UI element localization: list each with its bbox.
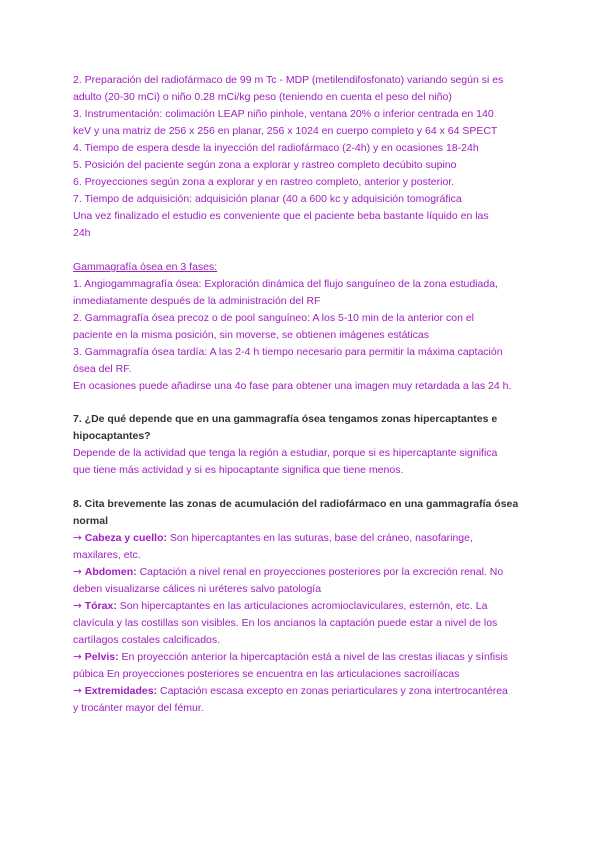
list-item-abdomen	[73, 564, 503, 581]
text-line: deben visualizarse cálices ni uréteres salvo patología	[73, 583, 322, 595]
arrow-right-icon: →	[73, 600, 82, 612]
question-8-title: 8. Cita brevemente las zonas de acumulación del radiofármaco en una gammagrafía ósea	[73, 498, 519, 510]
section-heading: Gammagrafía ósea en 3 fases:	[73, 261, 218, 273]
item-text: Captación a nivel renal en proyecciones posteriores por la excreción renal. No	[136, 566, 504, 578]
text-line: paciente en la misma posición, sin moverse, se obtienen imágenes estáticas	[73, 329, 430, 341]
text-line: 24h	[73, 227, 91, 239]
text-line: 6. Proyecciones según zona a explorar y en rastreo completo, anterior y posterior.	[73, 176, 455, 188]
list-item-extremidades	[73, 683, 508, 700]
text-line: ósea del RF.	[73, 363, 132, 375]
item-label: Tórax:	[84, 600, 117, 612]
text-line: 3. Gammagrafía ósea tardía: A las 2-4 h tiempo necesario para permitir la máxima captación	[73, 346, 503, 358]
question-7-title: 7. ¿De qué depende que en una gammagrafía ósea tengamos zonas hipercaptantes e	[73, 413, 498, 425]
arrow-right-icon: →	[73, 685, 82, 697]
text-line: adulto (20-30 mCi) o niño 0.28 mCi/kg peso (teniendo en cuenta el peso del niño)	[73, 91, 452, 103]
question-7-answer: que tiene más actividad y si es hipocaptante significa que tiene menos.	[73, 464, 404, 476]
arrow-right-icon: →	[73, 651, 82, 663]
list-item-cabeza-cuello	[73, 530, 473, 547]
item-text: Captación escasa excepto en zonas periarticulares y zona intertrocantérea	[157, 685, 508, 697]
question-7-title: hipocaptantes?	[73, 430, 151, 442]
text-line: 2. Preparación del radiofármaco de 99 m Tc - MDP (metilendifosfonato) variando según si es	[73, 74, 504, 86]
text-line: 2. Gammagrafía ósea precoz o de pool sanguíneo: A los 5-10 min de la anterior con el	[73, 312, 474, 324]
arrow-right-icon: →	[73, 532, 82, 544]
text-line: En ocasiones puede añadirse una 4o fase para obtener una imagen muy retardada a las 24 h.	[73, 380, 512, 392]
text-line: 5. Posición del paciente según zona a explorar y rastreo completo decúbito supino	[73, 159, 457, 171]
text-line: púbica En proyecciones posteriores se encuentra en las articulaciones sacroilíacas	[73, 668, 460, 680]
list-item-pelvis	[73, 649, 508, 666]
text-line: keV y una matriz de 256 x 256 en planar, 256 x 1024 en cuerpo completo y 64 x 64 SPECT	[73, 125, 498, 137]
text-line: Una vez finalizado el estudio es conveniente que el paciente beba bastante líquido en las	[73, 210, 489, 222]
item-label: Extremidades:	[84, 685, 158, 697]
item-label: Cabeza y cuello:	[84, 532, 168, 544]
item-text: Son hipercaptantes en las articulaciones acromioclaviculares, esternón, etc. La	[116, 600, 488, 612]
item-text: En proyección anterior la hipercaptación está a nivel de las crestas iliacas y sínfisis	[118, 651, 508, 663]
item-label: Abdomen:	[84, 566, 137, 578]
text-line: 7. Tiempo de adquisición: adquisición planar (40 a 600 kc y adquisición tomográfica	[73, 193, 462, 205]
text-line: 3. Instrumentación: colimación LEAP niño pinhole, ventana 20% o inferior centrada en 140	[73, 108, 494, 120]
text-line: maxilares, etc.	[73, 549, 141, 561]
question-7-answer: Depende de la actividad que tenga la región a estudiar, porque si es hipercaptante significa	[73, 447, 498, 459]
text-line: clavícula y las costillas son visibles. En los ancianos la captación puede estar a nivel de los	[73, 617, 498, 629]
text-line: y trocánter mayor del fémur.	[73, 702, 204, 714]
text-line: inmediatamente después de la administración del RF	[73, 295, 321, 307]
list-item-torax	[73, 598, 487, 615]
arrow-right-icon: →	[73, 566, 82, 578]
question-8-title: normal	[73, 515, 109, 527]
item-text: Son hipercaptantes en las suturas, base del cráneo, nasofaringe,	[167, 532, 473, 544]
text-line: 1. Angiogammagrafía ósea: Exploración dinámica del flujo sanguíneo de la zona estudiada,	[73, 278, 498, 290]
item-label: Pelvis:	[84, 651, 119, 663]
text-line: 4. Tiempo de espera desde la inyección del radiofármaco (2-4h) y en ocasiones 18-24h	[73, 142, 479, 154]
text-line: cartílagos costales calcificados.	[73, 634, 221, 646]
